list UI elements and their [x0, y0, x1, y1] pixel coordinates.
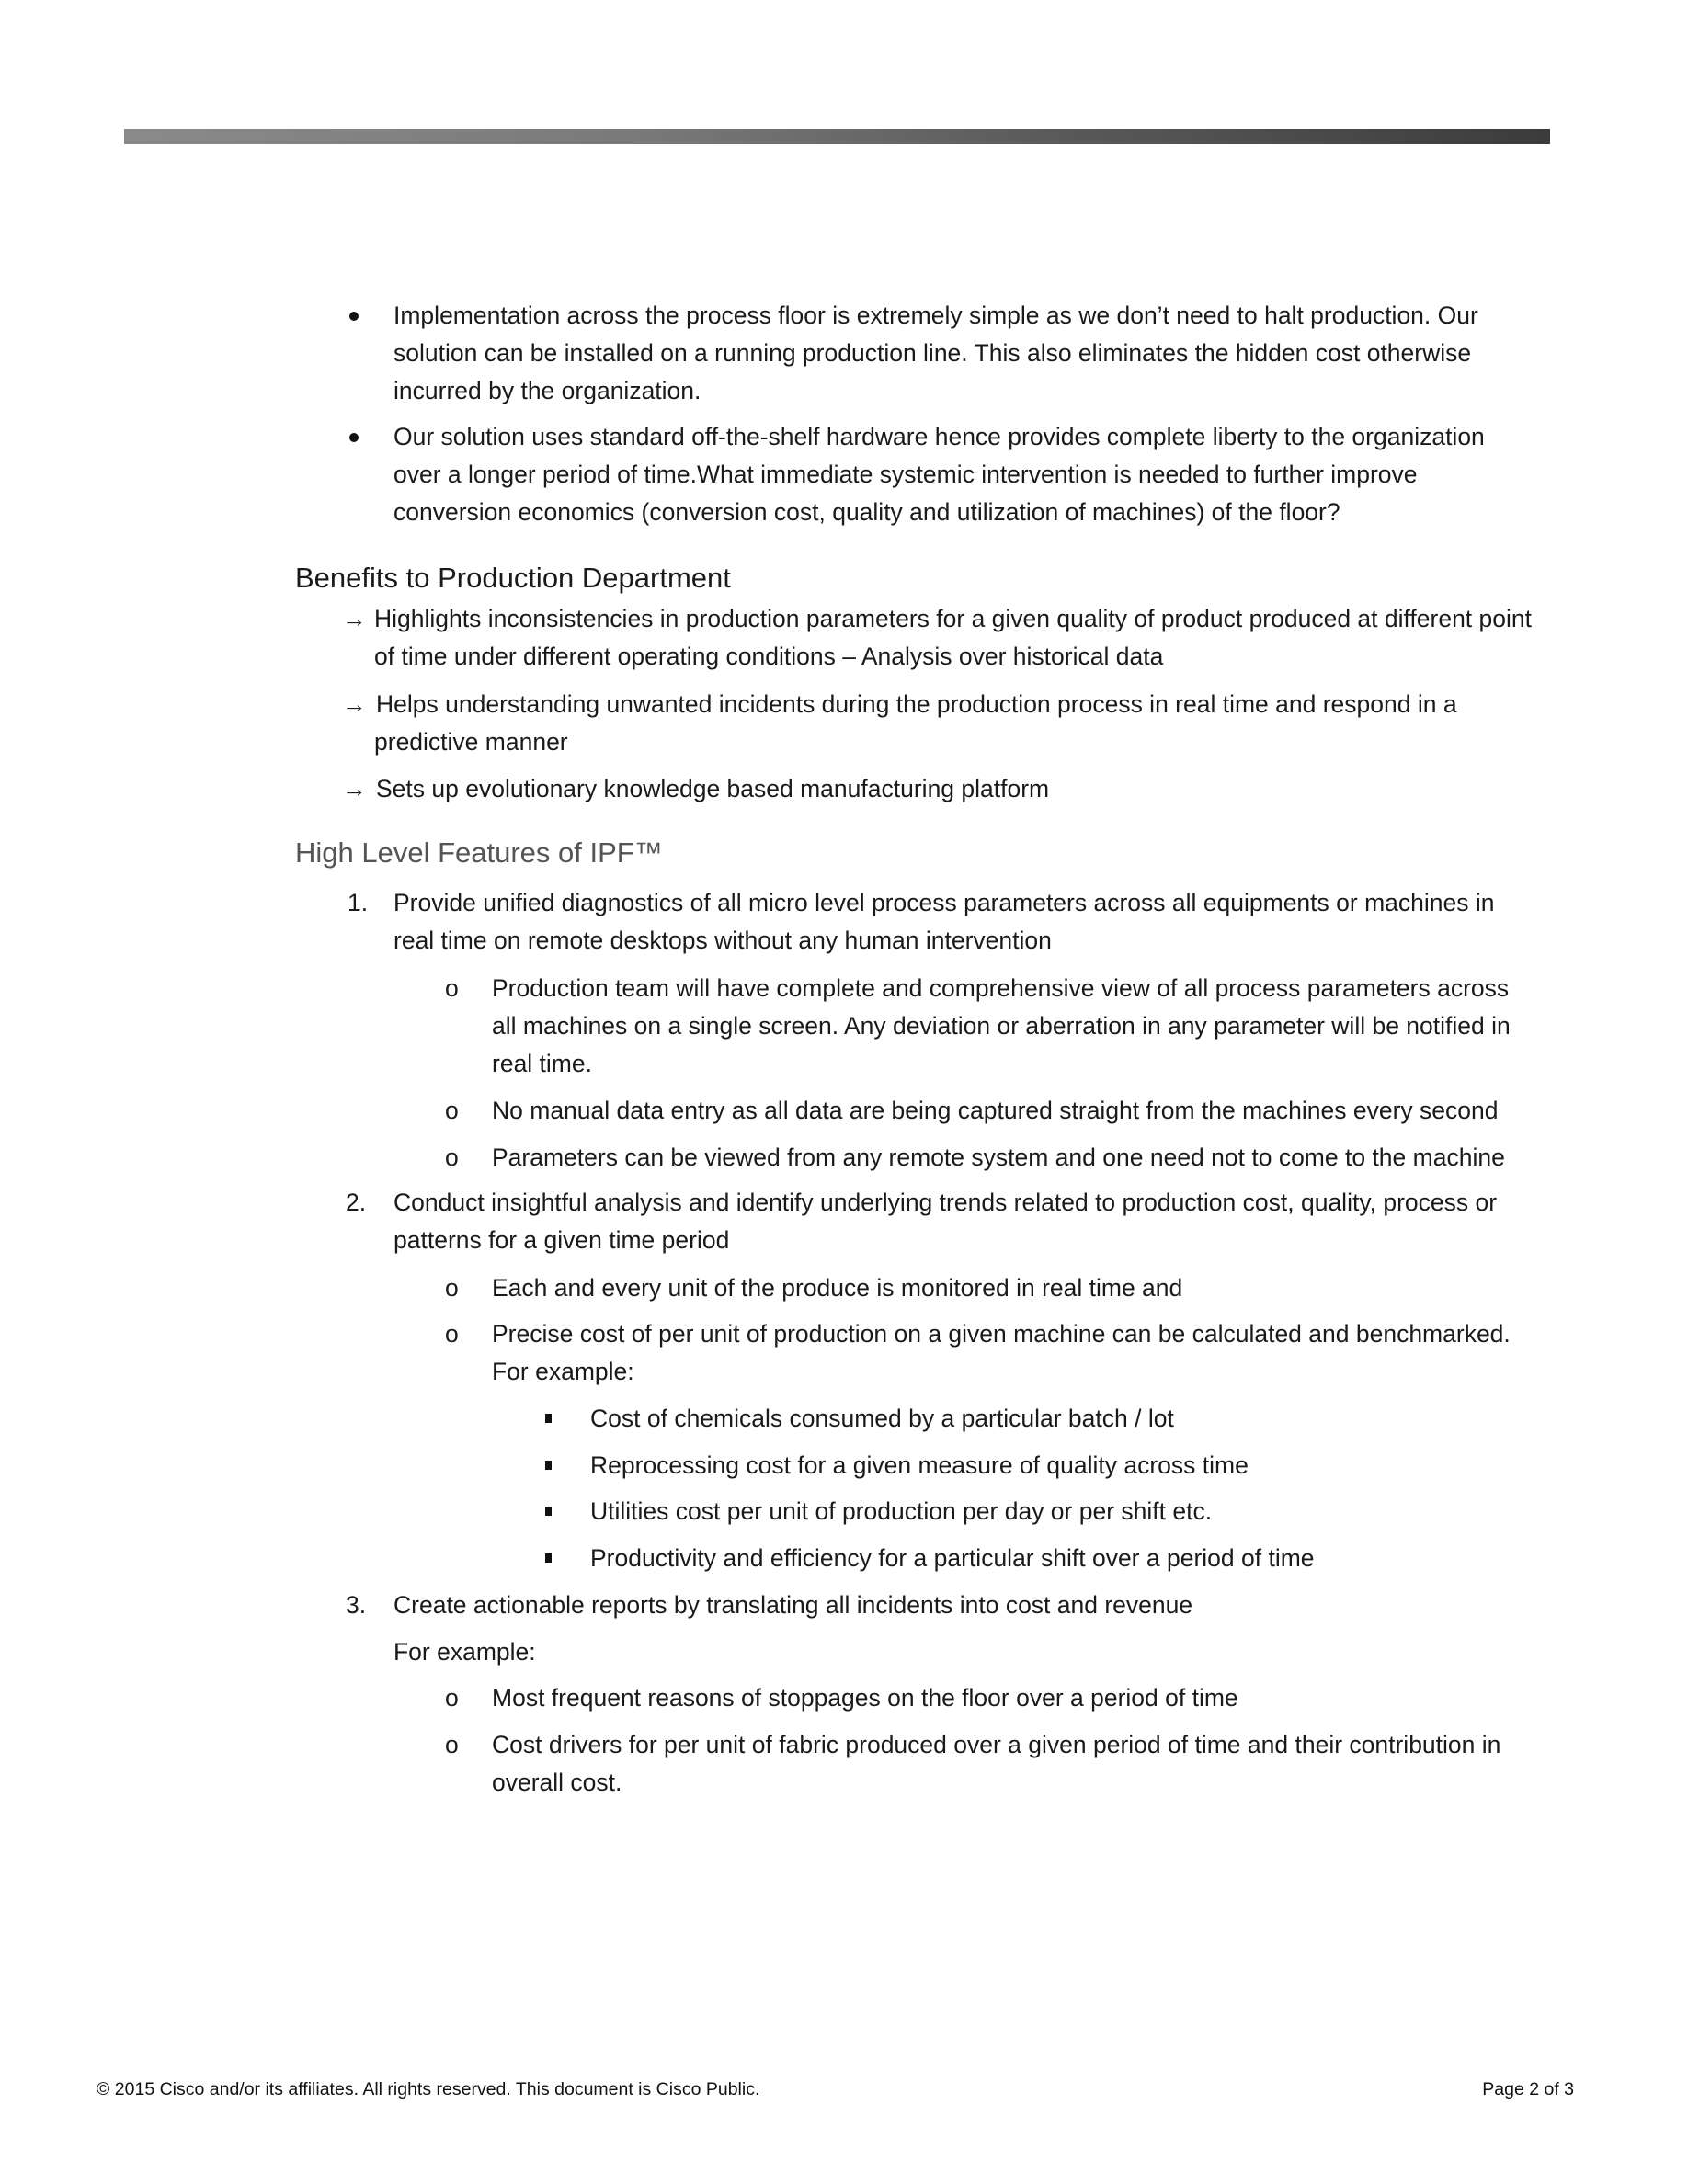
feature-2-example-3: Utilities cost per unit of production per day or per shift etc. [590, 1497, 1213, 1525]
arrow-icon: → [342, 775, 367, 802]
feature-1-sub-1-line-2: all machines on a single screen. Any deviation or aberration in any parameter will be notified in [492, 1012, 1511, 1040]
benefits-heading: Benefits to Production Department [295, 562, 731, 594]
benefit-2-line-2: predictive manner [374, 728, 568, 756]
circle-bullet-icon: o [445, 974, 459, 1002]
header-gradient-bar [124, 129, 1550, 144]
feature-2-example-2: Reprocessing cost for a given measure of quality across time [590, 1451, 1249, 1479]
intro-bullet-1-line-2: solution can be installed on a running production line. This also eliminates the hidden cost otherwise [393, 339, 1472, 367]
circle-bullet-icon: o [445, 1097, 459, 1124]
arrow-icon: → [342, 605, 367, 632]
intro-bullet-1-line-1: Implementation across the process floor is extremely simple as we don’t need to halt production. Our [393, 301, 1478, 329]
feature-3-line-2: For example: [393, 1638, 536, 1666]
feature-2-sub-1-line-1: Each and every unit of the produce is monitored in real time and [492, 1274, 1183, 1302]
feature-3-sub-2-line-1: Cost drivers for per unit of fabric produced over a given period of time and their contribution in [492, 1731, 1501, 1758]
footer-copyright: © 2015 Cisco and/or its affiliates. All rights reserved. This document is Cisco Public. [97, 2079, 760, 2099]
feature-1-sub-1-line-3: real time. [492, 1050, 592, 1077]
feature-3-sub-2-line-2: overall cost. [492, 1769, 622, 1796]
feature-2-sub-2-line-1: Precise cost of per unit of production on a given machine can be calculated and benchmarked. [492, 1320, 1511, 1348]
intro-bullet-2-line-2: over a longer period of time.What immediate systemic intervention is needed to further improve [393, 461, 1418, 488]
benefit-3-line-1: Sets up evolutionary knowledge based manufacturing platform [376, 775, 1050, 802]
square-bullet-icon [545, 1553, 552, 1563]
square-bullet-icon [545, 1414, 552, 1423]
feature-1-line-1: Provide unified diagnostics of all micro level process parameters across all equipments or machines in [393, 889, 1495, 916]
bullet-icon [349, 312, 359, 321]
circle-bullet-icon: o [445, 1274, 459, 1302]
footer-page-number: Page 2 of 3 [1482, 2079, 1574, 2099]
feature-2-example-1: Cost of chemicals consumed by a particular batch / lot [590, 1405, 1174, 1432]
square-bullet-icon [545, 1461, 552, 1470]
square-bullet-icon [545, 1507, 552, 1516]
list-number: 2. [346, 1189, 367, 1216]
feature-3-sub-1-line-1: Most frequent reasons of stoppages on the floor over a period of time [492, 1684, 1238, 1712]
bullet-icon [349, 433, 359, 442]
list-number: 1. [348, 889, 369, 916]
intro-bullet-2-line-3: conversion economics (conversion cost, quality and utilization of machines) of the floor? [393, 498, 1340, 526]
feature-2-sub-2-line-2: For example: [492, 1358, 634, 1385]
feature-3-line-1: Create actionable reports by translating all incidents into cost and revenue [393, 1591, 1193, 1619]
circle-bullet-icon: o [445, 1684, 459, 1712]
intro-bullet-2-line-1: Our solution uses standard off-the-shelf hardware hence provides complete liberty to the organization [393, 423, 1485, 450]
feature-1-sub-1-line-1: Production team will have complete and comprehensive view of all process parameters across [492, 974, 1510, 1002]
feature-2-example-4: Productivity and efficiency for a particular shift over a period of time [590, 1544, 1315, 1572]
features-heading: High Level Features of IPF™ [295, 836, 663, 869]
benefit-2-line-1: Helps understanding unwanted incidents during the production process in real time and respond in a [376, 690, 1457, 718]
arrow-icon: → [342, 690, 367, 718]
circle-bullet-icon: o [445, 1731, 459, 1758]
circle-bullet-icon: o [445, 1143, 459, 1171]
benefit-1-line-1: Highlights inconsistencies in production parameters for a given quality of product produced at different point [374, 605, 1532, 632]
feature-2-line-1: Conduct insightful analysis and identify underlying trends related to production cost, quality, process or [393, 1189, 1498, 1216]
feature-1-sub-3-line-1: Parameters can be viewed from any remote system and one need not to come to the machine [492, 1143, 1505, 1171]
circle-bullet-icon: o [445, 1320, 459, 1348]
benefit-1-line-2: of time under different operating conditions – Analysis over historical data [374, 643, 1164, 670]
feature-1-line-2: real time on remote desktops without any human intervention [393, 927, 1052, 954]
feature-1-sub-2-line-1: No manual data entry as all data are being captured straight from the machines every second [492, 1097, 1499, 1124]
intro-bullet-1-line-3: incurred by the organization. [393, 377, 701, 404]
list-number: 3. [346, 1591, 367, 1619]
feature-2-line-2: patterns for a given time period [393, 1226, 730, 1254]
